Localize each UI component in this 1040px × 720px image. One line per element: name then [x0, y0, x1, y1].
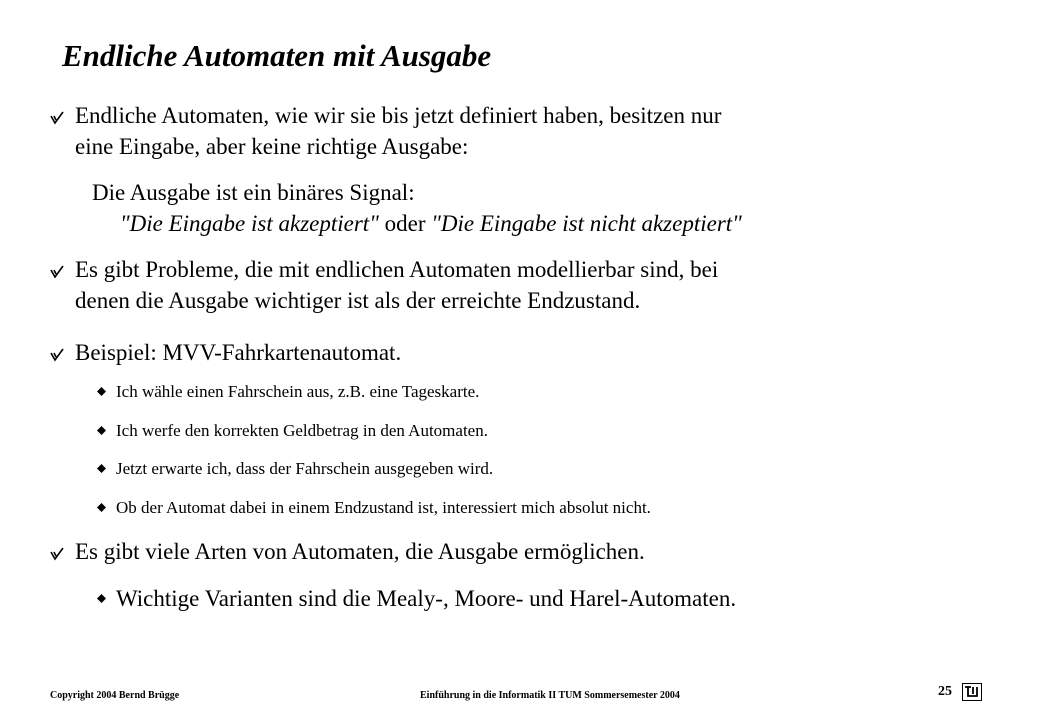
tum-logo-icon	[962, 683, 982, 701]
bullet-4-line-1: Es gibt viele Arten von Automaten, die Ausgabe ermöglichen.	[75, 539, 645, 564]
checkmark-bullet-icon	[50, 265, 64, 279]
checkmark-bullet-icon	[50, 111, 64, 125]
diamond-bullet-icon	[97, 387, 106, 396]
quote-not-accepted: "Die Eingabe ist nicht akzeptiert"	[431, 211, 742, 236]
bullet-3-line-1: Beispiel: MVV-Fahrkartenautomat.	[75, 340, 402, 365]
bullet-2-line-1: Es gibt Probleme, die mit endlichen Automaten modellierbar sind, bei	[75, 257, 719, 282]
bullet-2-line-2: denen die Ausgabe wichtiger ist als der erreichte Endzustand.	[75, 288, 641, 313]
sub-item: Jetzt erwarte ich, dass der Fahrschein ausgegeben wird.	[116, 459, 494, 478]
sub-item: Ich werfe den korrekten Geldbetrag in den Automaten.	[116, 421, 488, 440]
diamond-bullet-icon	[97, 464, 106, 473]
diamond-bullet-icon	[97, 503, 106, 512]
footer-copyright: Copyright 2004 Bernd Brügge	[50, 690, 180, 701]
footer-course: Einführung in die Informatik II TUM Sommersemester 2004	[420, 690, 680, 701]
page-number: 25	[938, 684, 952, 699]
quote-accepted: "Die Eingabe ist akzeptiert"	[120, 211, 379, 236]
quote-connector: oder	[378, 211, 432, 236]
note-line-1: Die Ausgabe ist ein binäres Signal:	[92, 180, 415, 205]
checkmark-bullet-icon	[50, 348, 64, 362]
bullet-1-line-1: Endliche Automaten, wie wir sie bis jetzt definiert haben, besitzen nur	[75, 103, 722, 128]
sub-item: Ob der Automat dabei in einem Endzustand ist, interessiert mich absolut nicht.	[116, 498, 651, 517]
diamond-bullet-icon	[97, 426, 106, 435]
sub-item: Ich wähle einen Fahrschein aus, z.B. eine Tageskarte.	[116, 382, 480, 401]
slide-title: Endliche Automaten mit Ausgabe	[62, 38, 492, 73]
bullet-1-line-2: eine Eingabe, aber keine richtige Ausgabe:	[75, 134, 469, 159]
note-line-2	[120, 208, 742, 239]
bullet-4-sub-item: Wichtige Varianten sind die Mealy-, Moore- und Harel-Automaten.	[116, 586, 737, 611]
checkmark-bullet-icon	[50, 547, 64, 561]
diamond-bullet-icon	[97, 594, 106, 603]
